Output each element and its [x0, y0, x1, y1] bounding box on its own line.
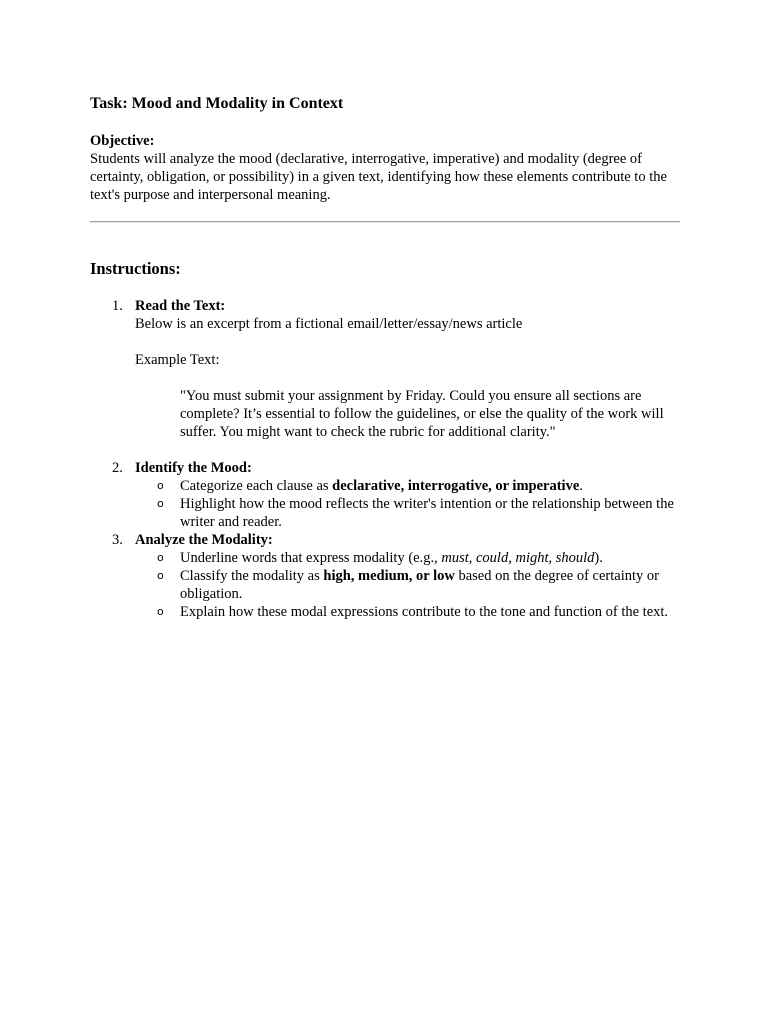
step-title: Analyze the Modality: [135, 532, 273, 548]
modal-word-must: must [441, 550, 469, 566]
step-title: Read the Text: [135, 298, 226, 314]
spacer [135, 333, 680, 351]
bullet-icon: o [157, 569, 164, 582]
list-item [135, 549, 680, 567]
bullet-text: Classify the modality as [180, 568, 324, 584]
bullet-text: Categorize each clause as [180, 478, 333, 494]
example-quote: "You must submit your assignment by Friday. Could you ensure all sections are complete? It’s essential to follow the guidelines, or else the quality of the work will suffer. You might want to check the rubric for additional clarity." [180, 388, 664, 440]
list-item-step-3 [90, 531, 680, 621]
bullet-text-end: . [579, 478, 583, 494]
modal-word-could: could [476, 550, 509, 566]
sub-list [135, 477, 680, 531]
page-title: Task: Mood and Modality in Context [90, 95, 344, 112]
step-title: Identify the Mood: [135, 460, 252, 476]
spacer [135, 369, 680, 387]
step-number: 3. [112, 532, 123, 548]
list-item [135, 603, 680, 621]
bullet-icon: o [157, 605, 164, 618]
objective-text: Students will analyze the mood (declarative, interrogative, imperative) and modality (degree of certainty, obligation, or possibility) in a given text, identifying how these elements contribute to the text's purpose and interpersonal meaning. [90, 151, 667, 203]
separator: , [508, 550, 516, 566]
step-intro: Below is an excerpt from a fictional email/letter/essay/news article [135, 316, 523, 332]
list-item-step-1 [90, 297, 680, 459]
separator: , [548, 550, 556, 566]
objective-label: Objective: [90, 133, 155, 149]
bullet-text: Explain how these modal expressions contribute to the tone and function of the text. [180, 604, 669, 620]
spacer [135, 441, 680, 459]
step-number: 2. [112, 460, 123, 476]
instructions-list [90, 297, 680, 621]
bullet-icon: o [157, 497, 164, 510]
list-item [135, 495, 680, 531]
bullet-icon: o [157, 551, 164, 564]
document-page [90, 94, 680, 636]
bullet-emphasis: declarative, interrogative, or imperative [332, 478, 580, 494]
list-item [135, 477, 680, 495]
bullet-text: Highlight how the mood reflects the writer's intention or the relationship between the writer and reader. [180, 496, 674, 530]
sub-list [135, 549, 680, 621]
modal-word-might: might [515, 550, 549, 566]
list-item [135, 567, 680, 603]
bullet-text-end: ). [594, 550, 603, 566]
bullet-icon: o [157, 479, 164, 492]
objective-section [90, 132, 680, 204]
instructions-heading: Instructions: [90, 259, 181, 278]
bullet-text: Underline words that express modality (e.g., [180, 550, 442, 566]
bullet-emphasis: high, medium, or low [323, 568, 455, 584]
bullet-text-end: based on the degree of certainty or obligation. [180, 568, 659, 602]
step-number: 1. [112, 298, 123, 314]
example-label: Example Text: [135, 352, 220, 368]
list-item-step-2 [90, 459, 680, 531]
horizontal-divider [90, 221, 680, 223]
modal-word-should: should [555, 550, 595, 566]
separator: , [468, 550, 476, 566]
